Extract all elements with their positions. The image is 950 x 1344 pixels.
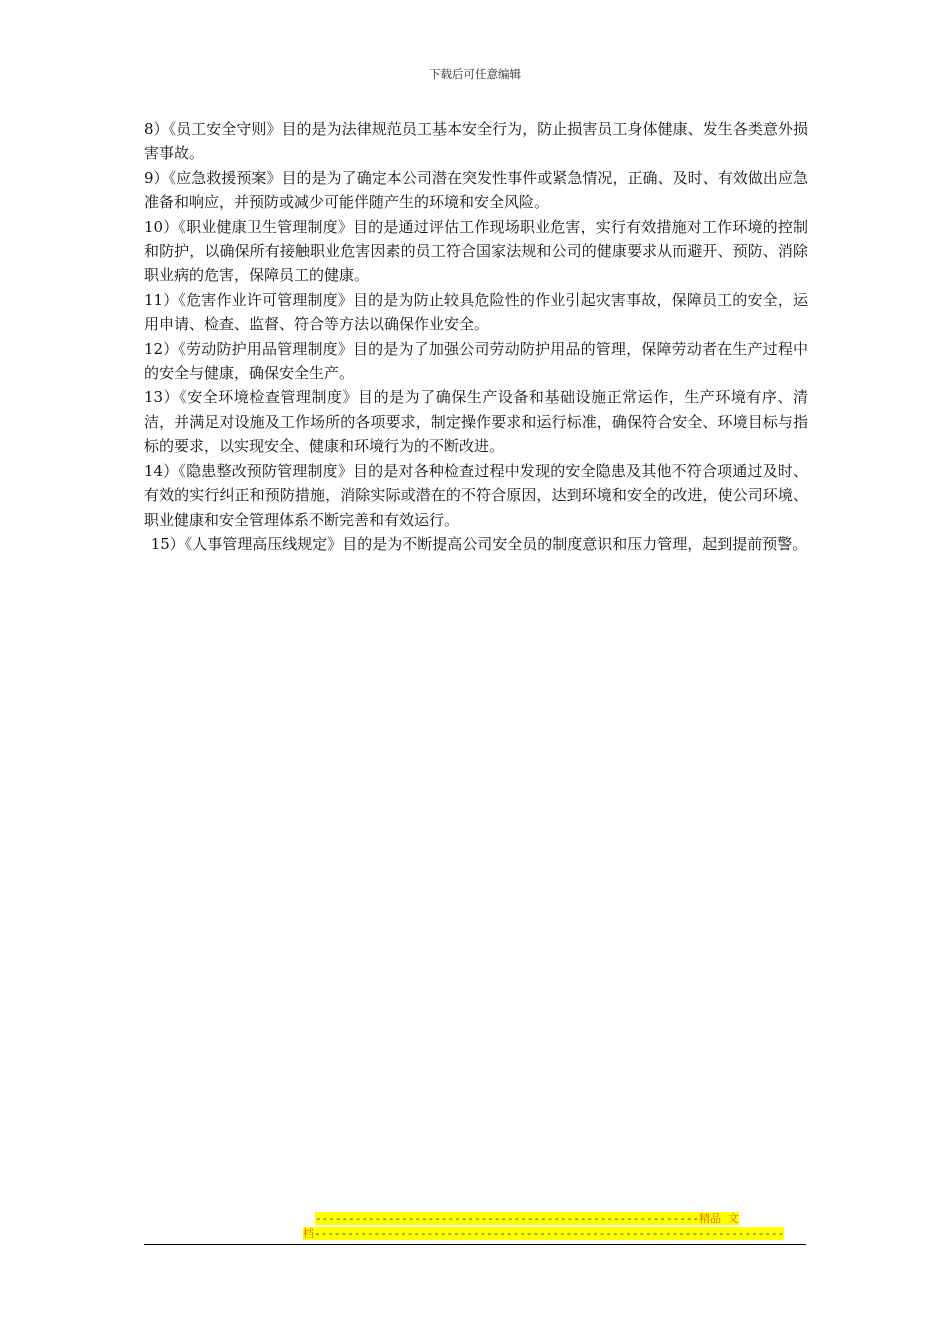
paragraph-item-14: 14）《隐患整改预防管理制度》目的是对各种检查过程中发现的安全隐患及其他不符合项通过及时、有效的实行纠正和预防措施，消除实际或潜在的不符合原因，达到环境和安全的改进，使公司环境、职业健康和安全管理体系不断完善和有效运行。 bbox=[144, 461, 808, 529]
footer-divider bbox=[144, 1244, 806, 1245]
footer-dashes-2: ----------------------------------------------------------------------- bbox=[314, 1227, 785, 1240]
paragraph-item-8: 8）《员工安全守则》目的是为法律规范员工基本安全行为，防止损害员工身体健康、发生各类意外损害事故。 bbox=[144, 120, 808, 163]
footer-watermark-line-1 bbox=[315, 1212, 739, 1226]
document-body bbox=[144, 117, 808, 556]
footer-label-1: 精品 文 bbox=[699, 1212, 739, 1225]
paragraph-item-12: 12）《劳动防护用品管理制度》目的是为了加强公司劳动防护用品的管理，保障劳动者在生产过程中的安全与健康，确保安全生产。 bbox=[144, 339, 808, 383]
footer-label-2: 档 bbox=[303, 1227, 314, 1240]
paragraph-item-13: 13）《安全环境检查管理制度》目的是为了确保生产设备和基础设施正常运作，生产环境有序、清洁，并满足对设施及工作场所的各项要求，制定操作要求和运行标准，确保符合安全、环境目标与指标的要求，以实现安全、健康和环境行为的不断改进。 bbox=[144, 388, 808, 456]
page-header: 下载后可任意编辑 bbox=[429, 67, 521, 81]
paragraph-item-11: 11）《危害作业许可管理制度》目的是为防止较具危险性的作业引起灾害事故，保障员工的安全，运用申请、检查、监督、符合等方法以确保作业安全。 bbox=[144, 290, 808, 334]
footer-watermark-line-2 bbox=[303, 1227, 784, 1241]
footer-dashes-1: ---------------------------------------------------------- bbox=[315, 1212, 700, 1225]
paragraph-item-9: 9）《应急救援预案》目的是为了确定本公司潜在突发性事件或紧急情况，正确、及时、有效做出应急准备和响应，并预防或减少可能伴随产生的环境和安全风险。 bbox=[144, 168, 808, 212]
paragraph-item-15: 15）《人事管理高压线规定》目的是为不断提高公司安全员的制度意识和压力管理，起到提前预警。 bbox=[150, 534, 808, 553]
paragraph-item-10: 10）《职业健康卫生管理制度》目的是通过评估工作现场职业危害，实行有效措施对工作环境的控制和防护，以确保所有接触职业危害因素的员工符合国家法规和公司的健康要求从而避开、预防、消除职业病的危害，保障员工的健康。 bbox=[144, 217, 808, 285]
